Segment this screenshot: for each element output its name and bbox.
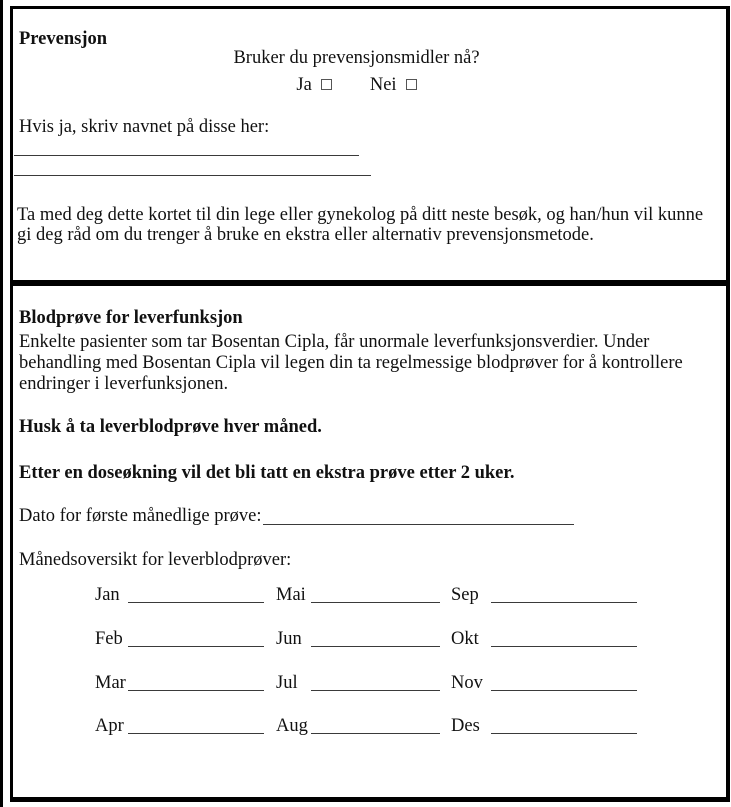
contraceptive-name-line-2[interactable] <box>14 175 371 176</box>
month-fill-line-jun[interactable] <box>311 646 440 647</box>
month-label-des: Des <box>451 716 480 736</box>
month-fill-line-okt[interactable] <box>491 646 637 647</box>
month-row-1 <box>13 585 726 606</box>
month-label-sep: Sep <box>451 585 479 605</box>
contraceptive-name-line-1[interactable] <box>14 155 359 156</box>
contraception-card-title: Prevensjon <box>19 29 108 49</box>
month-label-jul: Jul <box>276 673 298 693</box>
dose-increase-note: Etter en doseøkning vil det bli tatt en ekstra prøve etter 2 uker. <box>19 463 515 483</box>
liver-test-card <box>10 283 730 802</box>
month-fill-line-aug[interactable] <box>311 733 440 734</box>
month-row-4 <box>13 716 726 737</box>
month-fill-line-jan[interactable] <box>128 602 264 603</box>
if-yes-prompt: Hvis ja, skriv navnet på disse her: <box>19 117 270 137</box>
month-label-apr: Apr <box>95 716 124 736</box>
yes-no-row <box>0 75 713 96</box>
month-fill-line-mai[interactable] <box>311 602 440 603</box>
monthly-overview-label: Månedsoversikt for leverblodprøver: <box>19 550 292 570</box>
first-test-date-label: Dato for første månedlige prøve: <box>19 506 262 526</box>
month-fill-line-jul[interactable] <box>311 690 440 691</box>
first-test-date-line[interactable] <box>263 524 574 525</box>
advice-text-line-1: Ta med deg dette kortet til din lege eller gynekolog på ditt neste besøk, og han/hun vil kunne <box>17 205 704 225</box>
month-label-nov: Nov <box>451 673 483 693</box>
no-checkbox[interactable] <box>406 79 417 90</box>
no-label: Nei <box>369 75 397 95</box>
month-fill-line-sep[interactable] <box>491 602 637 603</box>
month-label-feb: Feb <box>95 629 123 649</box>
contraception-card <box>10 6 730 283</box>
yes-label: Ja <box>296 75 312 95</box>
liver-body-line-1: Enkelte pasienter som tar Bosentan Cipla, får unormale leverfunksjonsverdier. Under <box>19 332 650 352</box>
liver-body-line-3: endringer i leverfunksjonen. <box>19 374 229 394</box>
month-row-2 <box>13 629 726 650</box>
month-fill-line-nov[interactable] <box>491 690 637 691</box>
month-label-okt: Okt <box>451 629 479 649</box>
yes-checkbox[interactable] <box>321 79 332 90</box>
month-label-mar: Mar <box>95 673 126 693</box>
liver-body-line-2: behandling med Bosentan Cipla vil legen din ta regelmessige blodprøver for å kontrollere <box>19 353 683 373</box>
month-label-mai: Mai <box>276 585 306 605</box>
monthly-test-reminder: Husk å ta leverblodprøve hver måned. <box>19 417 322 437</box>
liver-card-title: Blodprøve for leverfunksjon <box>19 308 243 328</box>
month-label-aug: Aug <box>276 716 308 736</box>
month-row-3 <box>13 673 726 694</box>
contraception-question: Bruker du prevensjonsmidler nå? <box>233 48 480 68</box>
advice-text-line-2: gi deg råd om du trenger å bruke en ekstra eller alternativ prevensjonsmetode. <box>17 225 594 245</box>
month-fill-line-apr[interactable] <box>128 733 264 734</box>
month-label-jun: Jun <box>276 629 302 649</box>
page-edge-bar <box>0 0 3 807</box>
month-fill-line-des[interactable] <box>491 733 637 734</box>
month-fill-line-mar[interactable] <box>128 690 264 691</box>
month-fill-line-feb[interactable] <box>128 646 264 647</box>
month-label-jan: Jan <box>95 585 120 605</box>
